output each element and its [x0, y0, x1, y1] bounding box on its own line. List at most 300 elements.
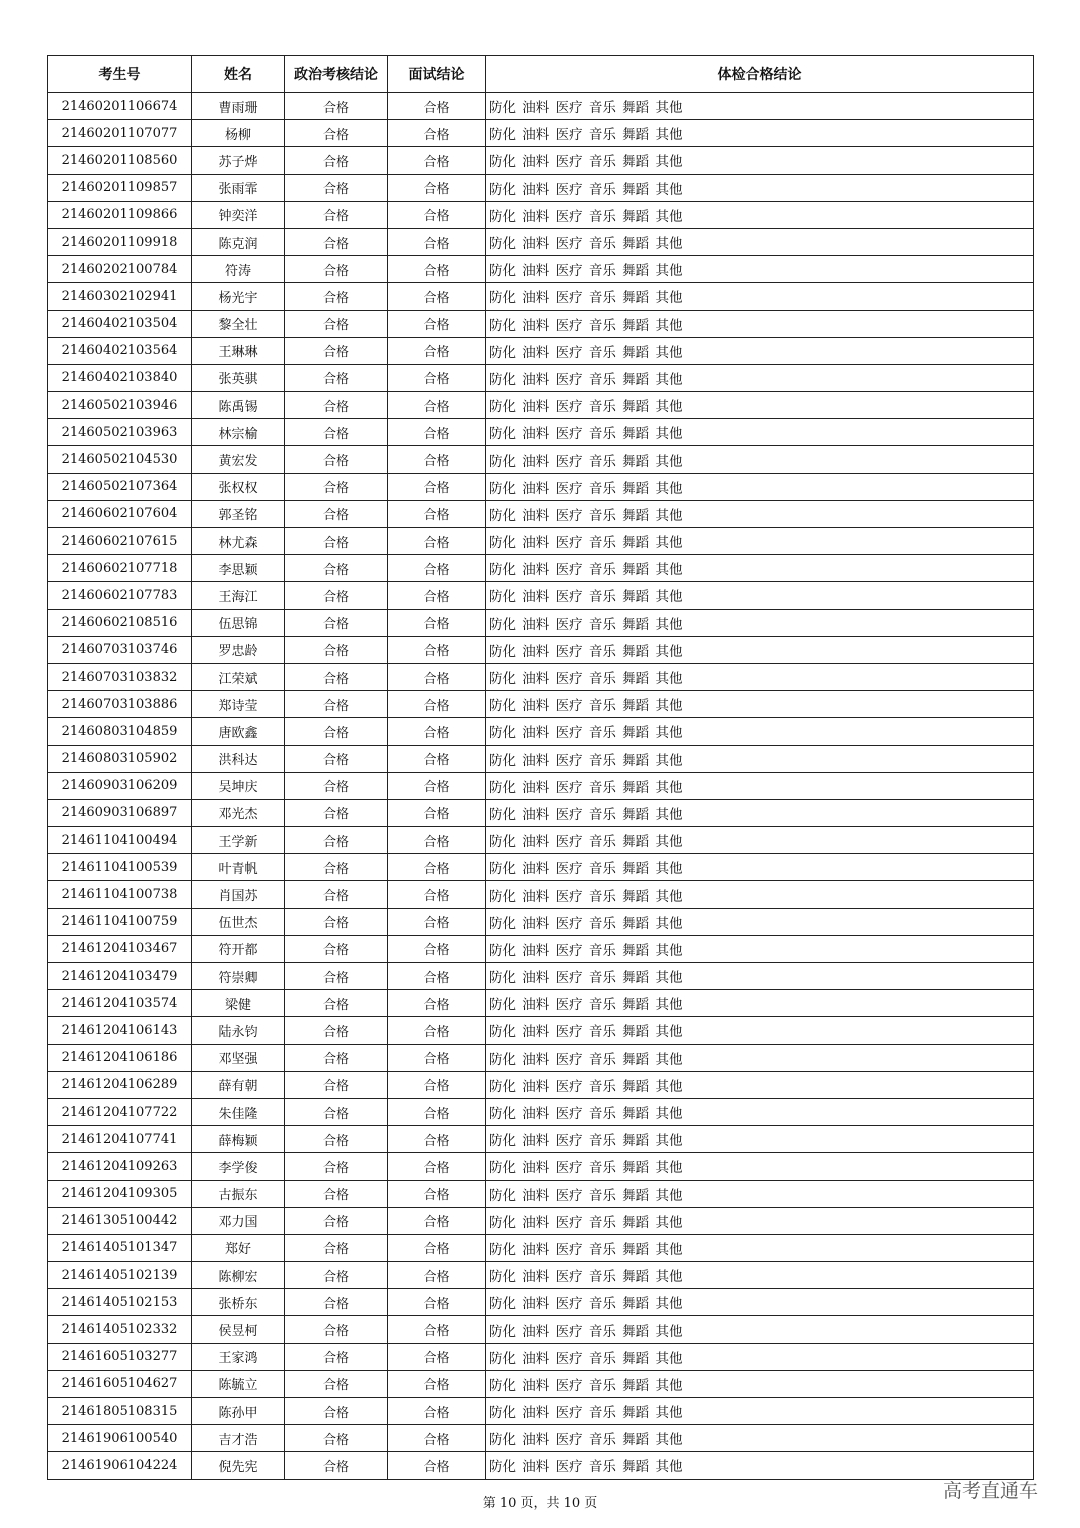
cell-name: 张权权	[192, 473, 285, 500]
cell-exam-id: 21460201109857	[48, 174, 192, 201]
cell-political-review: 合格	[285, 691, 388, 718]
cell-name: 李学俊	[192, 1153, 285, 1180]
cell-exam-id: 21461204107722	[48, 1098, 192, 1125]
cell-name: 符崇卿	[192, 963, 285, 990]
cell-political-review: 合格	[285, 473, 388, 500]
cell-interview: 合格	[388, 1343, 486, 1370]
cell-name: 李思颖	[192, 555, 285, 582]
cell-interview: 合格	[388, 1262, 486, 1289]
cell-name: 洪科达	[192, 745, 285, 772]
cell-exam-id: 21460502107364	[48, 473, 192, 500]
cell-physical-exam: 防化 油料 医疗 音乐 舞蹈 其他	[486, 1289, 1034, 1316]
cell-physical-exam: 防化 油料 医疗 音乐 舞蹈 其他	[486, 1370, 1034, 1397]
header-political-review: 政治考核结论	[285, 56, 388, 93]
cell-interview: 合格	[388, 1098, 486, 1125]
cell-name: 伍思锦	[192, 609, 285, 636]
cell-political-review: 合格	[285, 935, 388, 962]
table-row	[48, 283, 1034, 310]
table-row	[48, 147, 1034, 174]
table-row	[48, 827, 1034, 854]
cell-interview: 合格	[388, 935, 486, 962]
cell-physical-exam: 防化 油料 医疗 音乐 舞蹈 其他	[486, 392, 1034, 419]
cell-name: 王家鸿	[192, 1343, 285, 1370]
cell-physical-exam: 防化 油料 医疗 音乐 舞蹈 其他	[486, 147, 1034, 174]
cell-name: 符涛	[192, 256, 285, 283]
cell-exam-id: 21460803105902	[48, 745, 192, 772]
cell-interview: 合格	[388, 1071, 486, 1098]
cell-name: 肖国苏	[192, 881, 285, 908]
cell-name: 邓力国	[192, 1207, 285, 1234]
cell-interview: 合格	[388, 745, 486, 772]
cell-name: 薛有朝	[192, 1071, 285, 1098]
cell-political-review: 合格	[285, 1180, 388, 1207]
cell-political-review: 合格	[285, 881, 388, 908]
cell-exam-id: 21461204107741	[48, 1126, 192, 1153]
cell-exam-id: 21460302102941	[48, 283, 192, 310]
cell-name: 罗忠龄	[192, 636, 285, 663]
cell-political-review: 合格	[285, 174, 388, 201]
cell-physical-exam: 防化 油料 医疗 音乐 舞蹈 其他	[486, 881, 1034, 908]
cell-name: 薛梅颖	[192, 1126, 285, 1153]
table-row	[48, 392, 1034, 419]
cell-political-review: 合格	[285, 1153, 388, 1180]
cell-interview: 合格	[388, 256, 486, 283]
table-row	[48, 1098, 1034, 1125]
cell-interview: 合格	[388, 446, 486, 473]
cell-political-review: 合格	[285, 1370, 388, 1397]
cell-name: 倪先宪	[192, 1452, 285, 1479]
cell-exam-id: 21461204103479	[48, 963, 192, 990]
cell-physical-exam: 防化 油料 医疗 音乐 舞蹈 其他	[486, 1425, 1034, 1452]
cell-name: 陈孙甲	[192, 1398, 285, 1425]
cell-exam-id: 21460903106897	[48, 799, 192, 826]
cell-interview: 合格	[388, 174, 486, 201]
cell-interview: 合格	[388, 990, 486, 1017]
cell-political-review: 合格	[285, 419, 388, 446]
cell-name: 苏子烨	[192, 147, 285, 174]
cell-exam-id: 21460903106209	[48, 772, 192, 799]
cell-interview: 合格	[388, 364, 486, 391]
cell-name: 曹雨珊	[192, 93, 285, 120]
table-row	[48, 419, 1034, 446]
cell-interview: 合格	[388, 636, 486, 663]
table-row	[48, 990, 1034, 1017]
table-row	[48, 337, 1034, 364]
cell-political-review: 合格	[285, 1098, 388, 1125]
cell-exam-id: 21460502103963	[48, 419, 192, 446]
table-row	[48, 799, 1034, 826]
candidate-table	[47, 55, 1034, 1480]
cell-exam-id: 21460201106674	[48, 93, 192, 120]
cell-interview: 合格	[388, 609, 486, 636]
cell-exam-id: 21460502104530	[48, 446, 192, 473]
table-row	[48, 935, 1034, 962]
cell-political-review: 合格	[285, 827, 388, 854]
cell-physical-exam: 防化 油料 医疗 音乐 舞蹈 其他	[486, 1098, 1034, 1125]
cell-interview: 合格	[388, 1180, 486, 1207]
cell-exam-id: 21460201109866	[48, 201, 192, 228]
cell-physical-exam: 防化 油料 医疗 音乐 舞蹈 其他	[486, 120, 1034, 147]
cell-exam-id: 21461104100738	[48, 881, 192, 908]
cell-political-review: 合格	[285, 256, 388, 283]
cell-exam-id: 21461204109305	[48, 1180, 192, 1207]
cell-political-review: 合格	[285, 310, 388, 337]
cell-interview: 合格	[388, 1207, 486, 1234]
cell-name: 梁健	[192, 990, 285, 1017]
cell-political-review: 合格	[285, 446, 388, 473]
cell-physical-exam: 防化 油料 医疗 音乐 舞蹈 其他	[486, 419, 1034, 446]
cell-interview: 合格	[388, 337, 486, 364]
cell-name: 王学新	[192, 827, 285, 854]
cell-political-review: 合格	[285, 1044, 388, 1071]
cell-physical-exam: 防化 油料 医疗 音乐 舞蹈 其他	[486, 772, 1034, 799]
cell-interview: 合格	[388, 473, 486, 500]
cell-name: 唐欧鑫	[192, 718, 285, 745]
cell-physical-exam: 防化 油料 医疗 音乐 舞蹈 其他	[486, 1044, 1034, 1071]
cell-interview: 合格	[388, 1289, 486, 1316]
table-row	[48, 555, 1034, 582]
cell-physical-exam: 防化 油料 医疗 音乐 舞蹈 其他	[486, 364, 1034, 391]
cell-name: 朱佳隆	[192, 1098, 285, 1125]
cell-exam-id: 21461405101347	[48, 1234, 192, 1261]
table-body	[48, 93, 1034, 1480]
cell-physical-exam: 防化 油料 医疗 音乐 舞蹈 其他	[486, 1316, 1034, 1343]
cell-name: 张雨霏	[192, 174, 285, 201]
cell-physical-exam: 防化 油料 医疗 音乐 舞蹈 其他	[486, 93, 1034, 120]
table-row	[48, 1180, 1034, 1207]
cell-exam-id: 21461204103467	[48, 935, 192, 962]
table-row	[48, 528, 1034, 555]
cell-physical-exam: 防化 油料 医疗 音乐 舞蹈 其他	[486, 1180, 1034, 1207]
cell-interview: 合格	[388, 201, 486, 228]
cell-political-review: 合格	[285, 1452, 388, 1479]
cell-name: 吉才浩	[192, 1425, 285, 1452]
cell-exam-id: 21460803104859	[48, 718, 192, 745]
table-row	[48, 1452, 1034, 1479]
cell-political-review: 合格	[285, 990, 388, 1017]
cell-political-review: 合格	[285, 718, 388, 745]
cell-political-review: 合格	[285, 364, 388, 391]
cell-name: 吴坤庆	[192, 772, 285, 799]
cell-political-review: 合格	[285, 228, 388, 255]
cell-physical-exam: 防化 油料 医疗 音乐 舞蹈 其他	[486, 1262, 1034, 1289]
table-row	[48, 1316, 1034, 1343]
table-row	[48, 93, 1034, 120]
cell-physical-exam: 防化 油料 医疗 音乐 舞蹈 其他	[486, 174, 1034, 201]
cell-interview: 合格	[388, 1370, 486, 1397]
cell-interview: 合格	[388, 663, 486, 690]
cell-political-review: 合格	[285, 963, 388, 990]
table-row	[48, 500, 1034, 527]
cell-exam-id: 21460201109918	[48, 228, 192, 255]
cell-interview: 合格	[388, 147, 486, 174]
cell-exam-id: 21461605103277	[48, 1343, 192, 1370]
cell-political-review: 合格	[285, 1071, 388, 1098]
cell-interview: 合格	[388, 1452, 486, 1479]
cell-interview: 合格	[388, 120, 486, 147]
watermark: 高考直通车	[943, 1480, 1039, 1502]
cell-interview: 合格	[388, 881, 486, 908]
cell-name: 陈禹锡	[192, 392, 285, 419]
cell-political-review: 合格	[285, 1262, 388, 1289]
cell-interview: 合格	[388, 283, 486, 310]
cell-political-review: 合格	[285, 799, 388, 826]
cell-interview: 合格	[388, 854, 486, 881]
table-row	[48, 663, 1034, 690]
cell-exam-id: 21461906104224	[48, 1452, 192, 1479]
cell-physical-exam: 防化 油料 医疗 音乐 舞蹈 其他	[486, 1398, 1034, 1425]
cell-political-review: 合格	[285, 147, 388, 174]
table-row	[48, 473, 1034, 500]
cell-political-review: 合格	[285, 120, 388, 147]
cell-physical-exam: 防化 油料 医疗 音乐 舞蹈 其他	[486, 636, 1034, 663]
cell-name: 邓坚强	[192, 1044, 285, 1071]
cell-physical-exam: 防化 油料 医疗 音乐 舞蹈 其他	[486, 1207, 1034, 1234]
cell-exam-id: 21461605104627	[48, 1370, 192, 1397]
cell-interview: 合格	[388, 799, 486, 826]
table-row	[48, 1126, 1034, 1153]
cell-name: 陈克润	[192, 228, 285, 255]
cell-physical-exam: 防化 油料 医疗 音乐 舞蹈 其他	[486, 1234, 1034, 1261]
cell-name: 黄宏发	[192, 446, 285, 473]
cell-physical-exam: 防化 油料 医疗 音乐 舞蹈 其他	[486, 500, 1034, 527]
cell-exam-id: 21460703103746	[48, 636, 192, 663]
cell-name: 王海江	[192, 582, 285, 609]
cell-physical-exam: 防化 油料 医疗 音乐 舞蹈 其他	[486, 446, 1034, 473]
cell-interview: 合格	[388, 1234, 486, 1261]
cell-political-review: 合格	[285, 201, 388, 228]
header-exam-id: 考生号	[48, 56, 192, 93]
cell-political-review: 合格	[285, 663, 388, 690]
cell-physical-exam: 防化 油料 医疗 音乐 舞蹈 其他	[486, 799, 1034, 826]
cell-political-review: 合格	[285, 528, 388, 555]
cell-exam-id: 21461204106289	[48, 1071, 192, 1098]
table-header-row	[48, 56, 1034, 93]
cell-exam-id: 21460402103504	[48, 310, 192, 337]
cell-interview: 合格	[388, 827, 486, 854]
cell-interview: 合格	[388, 1316, 486, 1343]
cell-political-review: 合格	[285, 1289, 388, 1316]
cell-exam-id: 21460602107615	[48, 528, 192, 555]
cell-exam-id: 21461104100539	[48, 854, 192, 881]
table-row	[48, 228, 1034, 255]
table-row	[48, 582, 1034, 609]
table-row	[48, 1207, 1034, 1234]
cell-political-review: 合格	[285, 609, 388, 636]
cell-exam-id: 21461204103574	[48, 990, 192, 1017]
cell-exam-id: 21460602107718	[48, 555, 192, 582]
table-row	[48, 718, 1034, 745]
cell-political-review: 合格	[285, 745, 388, 772]
cell-name: 王琳琳	[192, 337, 285, 364]
cell-political-review: 合格	[285, 908, 388, 935]
cell-interview: 合格	[388, 1044, 486, 1071]
cell-physical-exam: 防化 油料 医疗 音乐 舞蹈 其他	[486, 718, 1034, 745]
cell-political-review: 合格	[285, 1017, 388, 1044]
cell-name: 杨光宇	[192, 283, 285, 310]
cell-physical-exam: 防化 油料 医疗 音乐 舞蹈 其他	[486, 201, 1034, 228]
cell-exam-id: 21460201108560	[48, 147, 192, 174]
cell-political-review: 合格	[285, 1425, 388, 1452]
cell-interview: 合格	[388, 1017, 486, 1044]
cell-physical-exam: 防化 油料 医疗 音乐 舞蹈 其他	[486, 745, 1034, 772]
table-row	[48, 745, 1034, 772]
cell-name: 黎全壮	[192, 310, 285, 337]
cell-political-review: 合格	[285, 582, 388, 609]
cell-exam-id: 21460201107077	[48, 120, 192, 147]
table-row	[48, 1017, 1034, 1044]
cell-exam-id: 21461104100759	[48, 908, 192, 935]
cell-name: 侯昱柯	[192, 1316, 285, 1343]
cell-exam-id: 21460602107783	[48, 582, 192, 609]
cell-political-review: 合格	[285, 1316, 388, 1343]
cell-political-review: 合格	[285, 93, 388, 120]
header-physical-exam: 体检合格结论	[486, 56, 1034, 93]
cell-interview: 合格	[388, 500, 486, 527]
table-row	[48, 364, 1034, 391]
cell-exam-id: 21460502103946	[48, 392, 192, 419]
table-row	[48, 446, 1034, 473]
cell-exam-id: 21460703103886	[48, 691, 192, 718]
cell-physical-exam: 防化 油料 医疗 音乐 舞蹈 其他	[486, 310, 1034, 337]
table-row	[48, 201, 1034, 228]
cell-political-review: 合格	[285, 1398, 388, 1425]
cell-exam-id: 21461405102153	[48, 1289, 192, 1316]
cell-interview: 合格	[388, 963, 486, 990]
cell-physical-exam: 防化 油料 医疗 音乐 舞蹈 其他	[486, 827, 1034, 854]
cell-name: 古振东	[192, 1180, 285, 1207]
cell-name: 陈柳宏	[192, 1262, 285, 1289]
cell-physical-exam: 防化 油料 医疗 音乐 舞蹈 其他	[486, 963, 1034, 990]
page-number: 第 10 页，共 10 页	[482, 1496, 598, 1511]
cell-physical-exam: 防化 油料 医疗 音乐 舞蹈 其他	[486, 1452, 1034, 1479]
cell-interview: 合格	[388, 310, 486, 337]
cell-physical-exam: 防化 油料 医疗 音乐 舞蹈 其他	[486, 609, 1034, 636]
cell-interview: 合格	[388, 419, 486, 446]
cell-name: 叶青帆	[192, 854, 285, 881]
cell-exam-id: 21460703103832	[48, 663, 192, 690]
cell-name: 林宗榆	[192, 419, 285, 446]
cell-physical-exam: 防化 油料 医疗 音乐 舞蹈 其他	[486, 854, 1034, 881]
cell-name: 郑诗莹	[192, 691, 285, 718]
cell-physical-exam: 防化 油料 医疗 音乐 舞蹈 其他	[486, 1017, 1034, 1044]
table-row	[48, 1044, 1034, 1071]
cell-exam-id: 21461805108315	[48, 1398, 192, 1425]
cell-physical-exam: 防化 油料 医疗 音乐 舞蹈 其他	[486, 228, 1034, 255]
cell-name: 张桥东	[192, 1289, 285, 1316]
cell-interview: 合格	[388, 93, 486, 120]
table-row	[48, 1289, 1034, 1316]
cell-name: 陈毓立	[192, 1370, 285, 1397]
cell-physical-exam: 防化 油料 医疗 音乐 舞蹈 其他	[486, 691, 1034, 718]
cell-physical-exam: 防化 油料 医疗 音乐 舞蹈 其他	[486, 1343, 1034, 1370]
cell-name: 林尤森	[192, 528, 285, 555]
table-row	[48, 1425, 1034, 1452]
table-row	[48, 636, 1034, 663]
cell-interview: 合格	[388, 691, 486, 718]
table-row	[48, 908, 1034, 935]
cell-name: 郭圣铭	[192, 500, 285, 527]
cell-physical-exam: 防化 油料 医疗 音乐 舞蹈 其他	[486, 663, 1034, 690]
cell-exam-id: 21460402103564	[48, 337, 192, 364]
cell-exam-id: 21460402103840	[48, 364, 192, 391]
table-row	[48, 609, 1034, 636]
cell-physical-exam: 防化 油料 医疗 音乐 舞蹈 其他	[486, 555, 1034, 582]
cell-political-review: 合格	[285, 555, 388, 582]
cell-name: 杨柳	[192, 120, 285, 147]
cell-physical-exam: 防化 油料 医疗 音乐 舞蹈 其他	[486, 528, 1034, 555]
cell-physical-exam: 防化 油料 医疗 音乐 舞蹈 其他	[486, 908, 1034, 935]
cell-physical-exam: 防化 油料 医疗 音乐 舞蹈 其他	[486, 337, 1034, 364]
header-interview: 面试结论	[388, 56, 486, 93]
table-row	[48, 1343, 1034, 1370]
cell-name: 张英骐	[192, 364, 285, 391]
cell-exam-id: 21461204106186	[48, 1044, 192, 1071]
cell-interview: 合格	[388, 1398, 486, 1425]
cell-physical-exam: 防化 油料 医疗 音乐 舞蹈 其他	[486, 1153, 1034, 1180]
cell-interview: 合格	[388, 228, 486, 255]
cell-political-review: 合格	[285, 392, 388, 419]
cell-political-review: 合格	[285, 772, 388, 799]
cell-physical-exam: 防化 油料 医疗 音乐 舞蹈 其他	[486, 582, 1034, 609]
cell-physical-exam: 防化 油料 医疗 音乐 舞蹈 其他	[486, 473, 1034, 500]
cell-exam-id: 21460602107604	[48, 500, 192, 527]
cell-physical-exam: 防化 油料 医疗 音乐 舞蹈 其他	[486, 935, 1034, 962]
table-row	[48, 120, 1034, 147]
cell-political-review: 合格	[285, 854, 388, 881]
cell-name: 伍世杰	[192, 908, 285, 935]
cell-name: 符开都	[192, 935, 285, 962]
cell-exam-id: 21460602108516	[48, 609, 192, 636]
cell-exam-id: 21461204109263	[48, 1153, 192, 1180]
cell-physical-exam: 防化 油料 医疗 音乐 舞蹈 其他	[486, 256, 1034, 283]
cell-name: 陆永钧	[192, 1017, 285, 1044]
table-row	[48, 310, 1034, 337]
cell-interview: 合格	[388, 582, 486, 609]
table-row	[48, 963, 1034, 990]
cell-exam-id: 21461104100494	[48, 827, 192, 854]
cell-interview: 合格	[388, 528, 486, 555]
cell-political-review: 合格	[285, 337, 388, 364]
table-row	[48, 772, 1034, 799]
cell-interview: 合格	[388, 718, 486, 745]
table-row	[48, 881, 1034, 908]
cell-exam-id: 21461405102139	[48, 1262, 192, 1289]
cell-interview: 合格	[388, 1126, 486, 1153]
cell-name: 钟奕洋	[192, 201, 285, 228]
cell-interview: 合格	[388, 555, 486, 582]
cell-exam-id: 21460202100784	[48, 256, 192, 283]
cell-political-review: 合格	[285, 500, 388, 527]
cell-physical-exam: 防化 油料 医疗 音乐 舞蹈 其他	[486, 283, 1034, 310]
table-row	[48, 1234, 1034, 1261]
cell-political-review: 合格	[285, 1234, 388, 1261]
table-row	[48, 1153, 1034, 1180]
cell-interview: 合格	[388, 772, 486, 799]
cell-interview: 合格	[388, 1153, 486, 1180]
cell-exam-id: 21461204106143	[48, 1017, 192, 1044]
cell-political-review: 合格	[285, 636, 388, 663]
cell-interview: 合格	[388, 392, 486, 419]
table-row	[48, 854, 1034, 881]
cell-exam-id: 21461906100540	[48, 1425, 192, 1452]
table-row	[48, 1262, 1034, 1289]
cell-political-review: 合格	[285, 1343, 388, 1370]
cell-exam-id: 21461405102332	[48, 1316, 192, 1343]
cell-name: 江荣斌	[192, 663, 285, 690]
table-row	[48, 1370, 1034, 1397]
table-row	[48, 691, 1034, 718]
